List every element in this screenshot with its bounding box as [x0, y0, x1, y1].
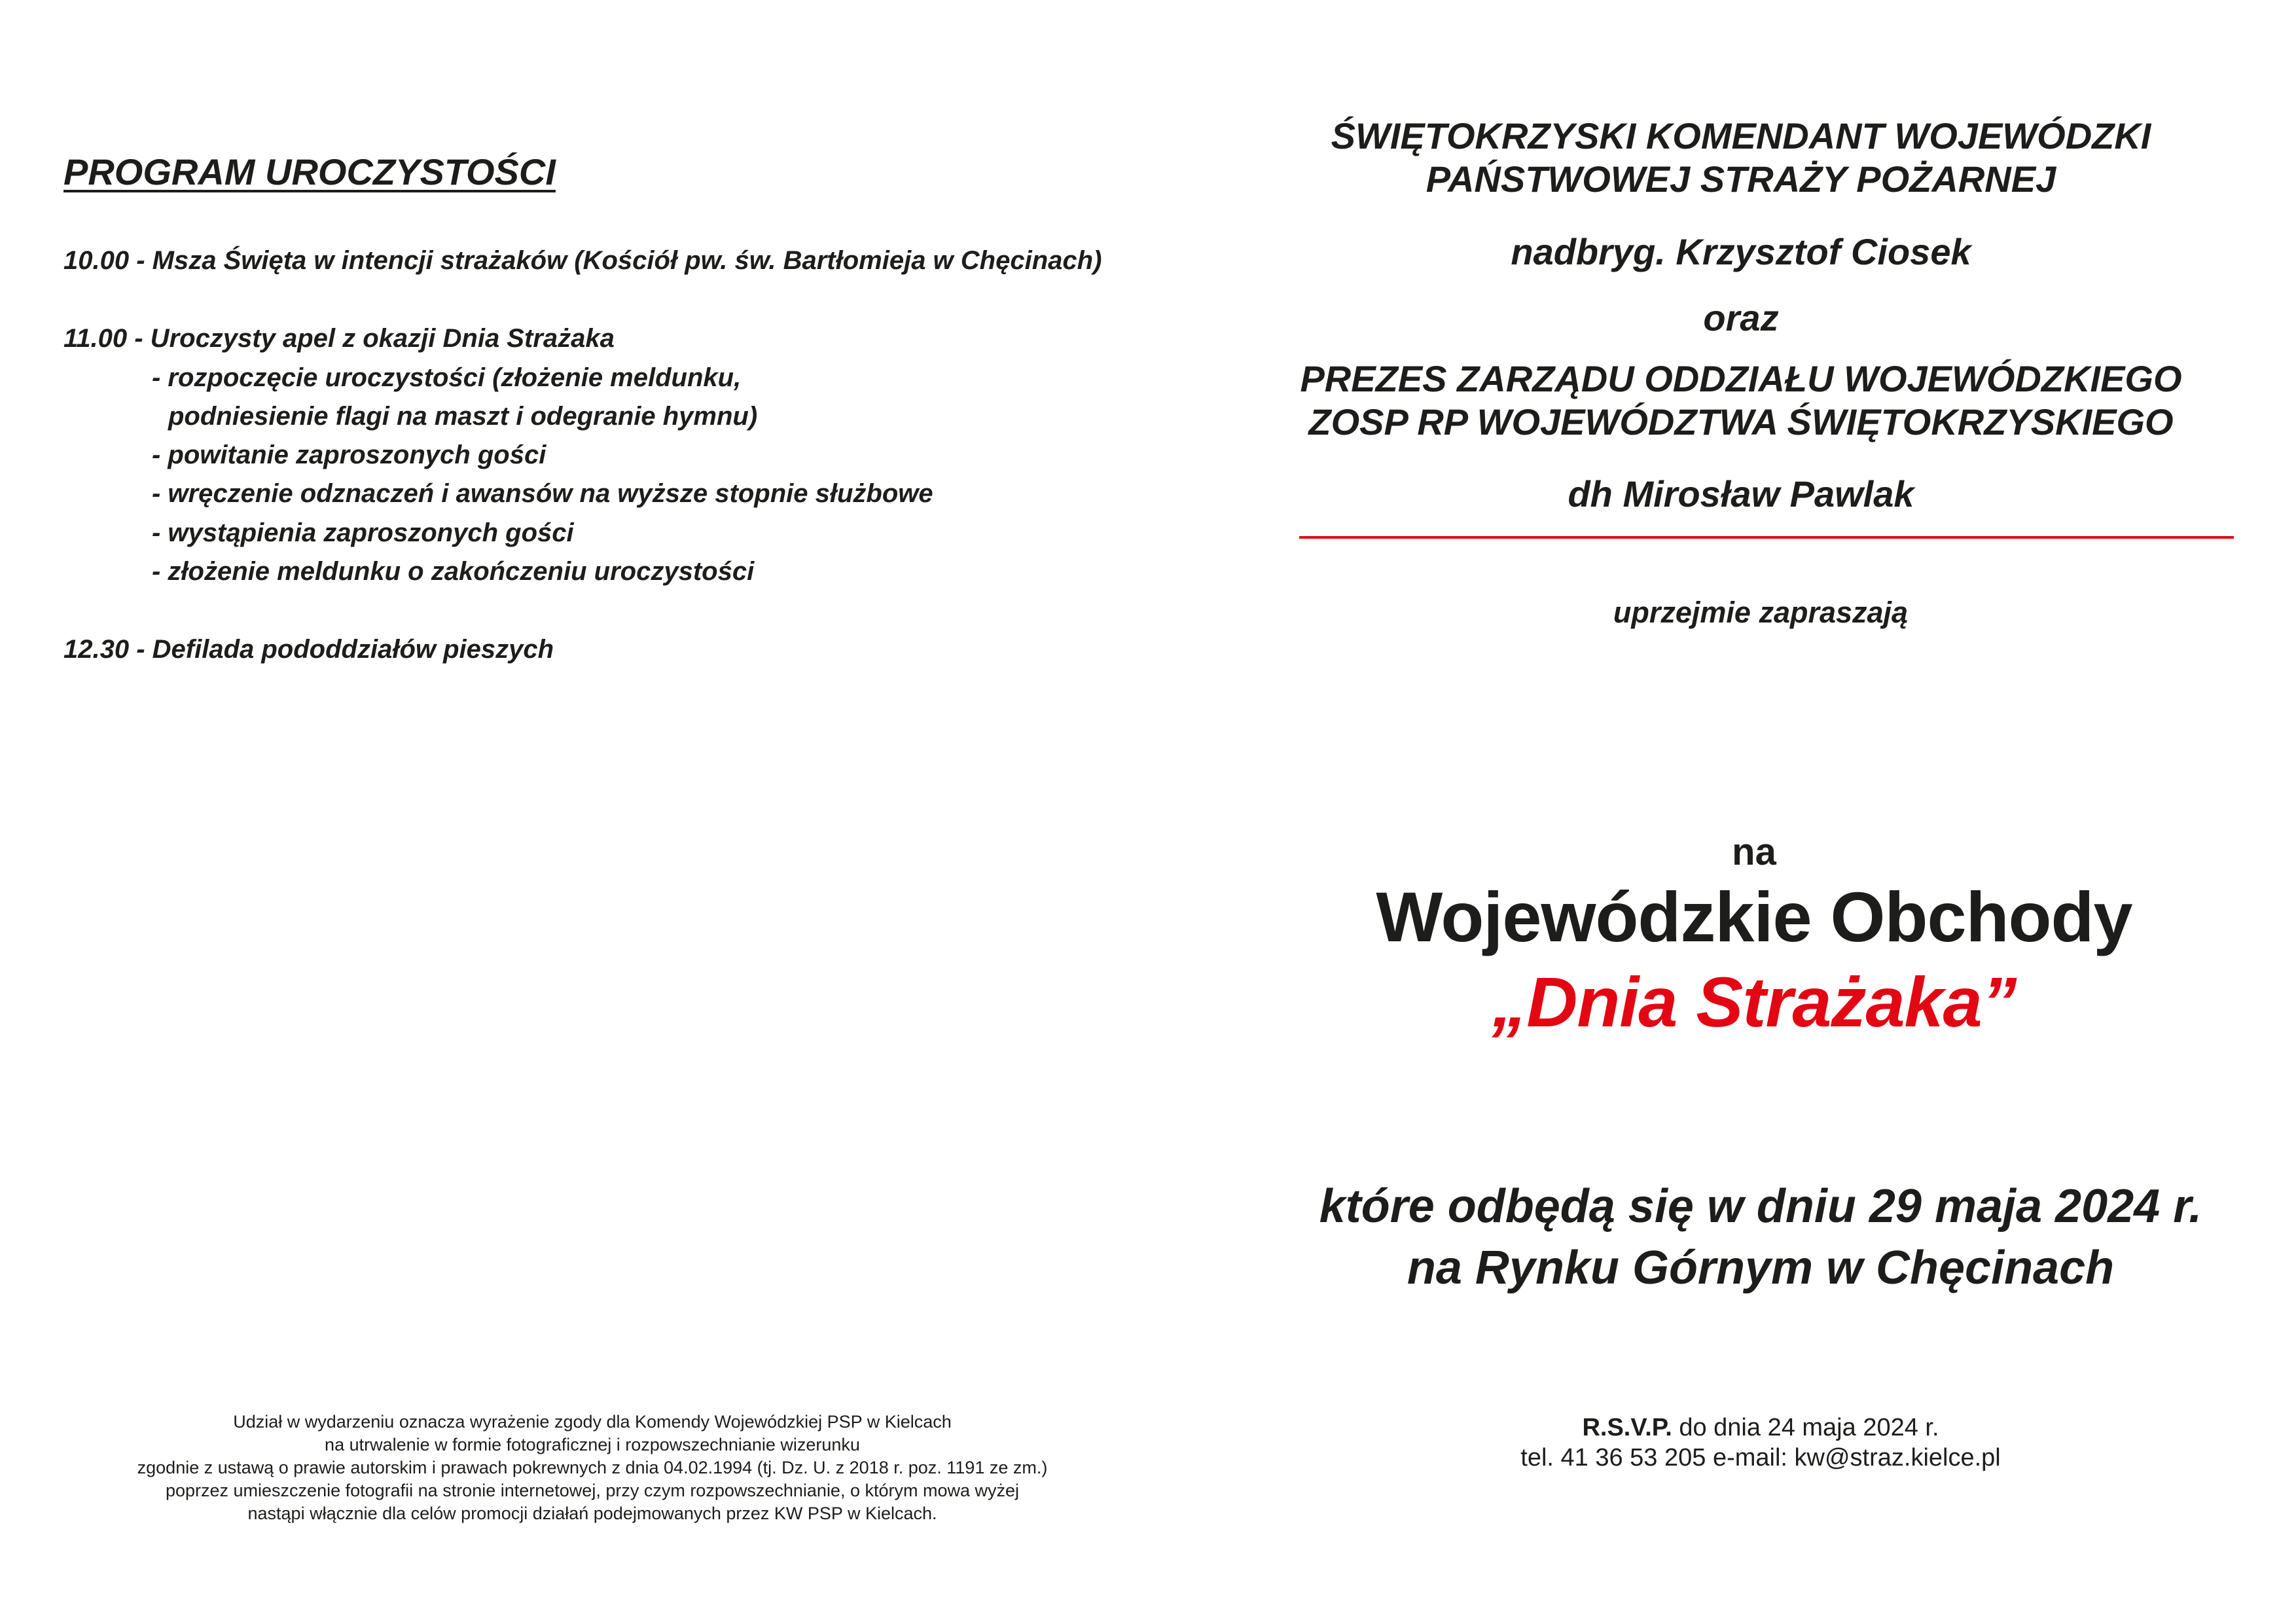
host2-name: dh Mirosław Pawlak	[1568, 473, 1914, 514]
program-subitem: - wręczenie odznaczeń i awansów na wyższe stopnie służbowe	[152, 479, 933, 508]
conjunction: oraz	[1703, 297, 1779, 338]
consent-line: nastąpi włącznie dla celów promocji działań podejmowanych przez KW PSP w Kielcach.	[247, 1504, 937, 1523]
rsvp-deadline: do dnia 24 maja 2024 r.	[1672, 1414, 1939, 1441]
event-subtitle: „Dnia Strażaka”	[1492, 962, 2017, 1041]
event-place: na Rynku Górnym w Chęcinach	[1407, 1242, 2115, 1294]
consent-line: poprzez umieszczenie fotografii na stronie internetowej, przy czym rozpowszechnianie, o którym mowa wyżej	[165, 1481, 1020, 1500]
host1-title-line: PAŃSTWOWEJ STRAŻY POŻARNEJ	[1426, 158, 2056, 200]
rsvp-block	[1263, 1413, 2258, 1473]
event-title: Wojewódzkie Obchody	[1376, 877, 2132, 956]
program-subitem: - powitanie zaproszonych gości	[152, 441, 547, 469]
program-item: 11.00 - Uroczysty apel z okazji Dnia Strażaka	[63, 324, 615, 353]
rsvp-contact: tel. 41 36 53 205 e-mail: kw@straz.kielce.pl	[1520, 1444, 2001, 1471]
host1-title-line: ŚWIĘTOKRZYSKI KOMENDANT WOJEWÓDZKI	[1331, 115, 2151, 156]
host1-title	[1244, 115, 2238, 201]
program-item: 12.30 - Defilada pododdziałów pieszych	[63, 635, 554, 664]
na-word: na	[1732, 831, 1776, 873]
host2-title-line: PREZES ZARZĄDU ODDZIAŁU WOJEWÓDZKIEGO	[1300, 358, 2182, 399]
red-divider	[1299, 536, 2234, 539]
consent-line: Udział w wydarzeniu oznacza wyrażenie zgody dla Komendy Wojewódzkiej PSP w Kielcach	[233, 1412, 952, 1432]
event-date: które odbędą się w dniu 29 maja 2024 r.	[1319, 1180, 2202, 1233]
program-item: 10.00 - Msza Święta w intencji strażaków (Kościół pw. św. Bartłomieja w Chęcinach)	[63, 246, 1102, 275]
host1-name: nadbryg. Krzysztof Ciosek	[1511, 231, 1971, 272]
program-subitem: - rozpoczęcie uroczystości (złożenie meldunku,	[152, 363, 742, 392]
host2-title	[1244, 357, 2238, 444]
rsvp-label: R.S.V.P.	[1582, 1414, 1672, 1441]
program-subitem: - złożenie meldunku o zakończeniu uroczystości	[152, 557, 755, 586]
invite-text: uprzejmie zapraszają	[1613, 596, 1909, 629]
host2-title-line: ZOSP RP WOJEWÓDZTWA ŚWIĘTOKRZYSKIEGO	[1308, 401, 2174, 442]
consent-line: zgodnie z ustawą o prawie autorskim i prawach pokrewnych z dnia 04.02.1994 (tj. Dz. U. z 2018 r. poz. 1191 ze zm.)	[137, 1458, 1048, 1477]
program-subitem: podniesienie flagi na maszt i odegranie hymnu)	[168, 402, 758, 431]
consent-line: na utrwalenie w formie fotograficznej i rozpowszechnianie wizerunku	[325, 1435, 860, 1454]
rsvp-line	[1263, 1413, 2258, 1443]
program-subitem: - wystąpienia zaproszonych gości	[152, 518, 574, 547]
image-consent-notice	[39, 1411, 1145, 1525]
program-title: PROGRAM UROCZYSTOŚCI	[63, 151, 556, 192]
event-when-where	[1263, 1176, 2258, 1299]
